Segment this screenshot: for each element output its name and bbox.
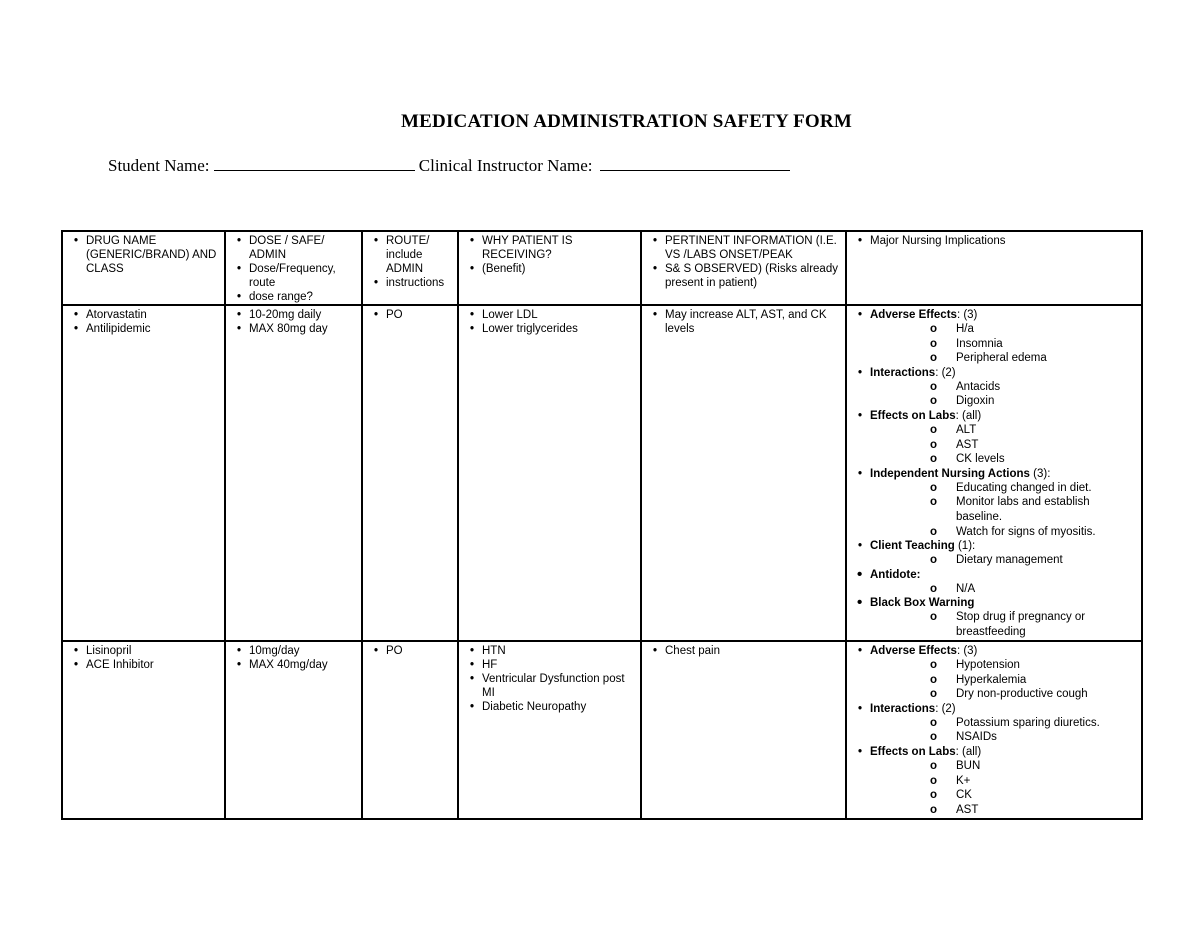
cell-nursing-implications (846, 305, 1142, 641)
list-item: o ALT (930, 423, 1137, 438)
effects-on-labs-label: Effects on Labs (870, 409, 956, 422)
list-item: o BUN (930, 759, 1137, 774)
list-item: o Digoxin (930, 394, 1137, 409)
cell-dose (225, 641, 362, 819)
list-item: o H/a (930, 322, 1137, 337)
name-fields (108, 156, 790, 176)
list-item: o NSAIDs (930, 730, 1137, 745)
list-item: o AST (930, 803, 1137, 818)
list-item: o Monitor labs and establish baseline. (930, 495, 1137, 524)
adverse-effects-count: : (3) (956, 645, 978, 657)
header-why-receiving (458, 231, 641, 305)
list-item: • Dose/Frequency, route (236, 262, 357, 290)
list-item: o Insomnia (930, 337, 1137, 352)
list-item: o N/A (930, 582, 1137, 597)
list-item: • Atorvastatin (73, 308, 220, 322)
cell-route (362, 305, 458, 641)
list-item: • Chest pain (652, 644, 841, 658)
list-item: • MAX 80mg day (236, 322, 357, 336)
header-pertinent-info (641, 231, 846, 305)
form-title: MEDICATION ADMINISTRATION SAFETY FORM (401, 111, 852, 132)
cell-drug-name (62, 641, 225, 819)
list-item: • ACE Inhibitor (73, 658, 220, 672)
cell-pertinent-info (641, 641, 846, 819)
list-item: • PO (373, 644, 453, 658)
list-item: o Hypotension (930, 658, 1137, 673)
list-item: o K+ (930, 774, 1137, 789)
table-row-lisinopril (62, 641, 1142, 819)
header-drug-name (62, 231, 225, 305)
list-item: • ROUTE/ include ADMIN (373, 234, 453, 276)
cell-drug-name (62, 305, 225, 641)
list-item: • Major Nursing Implications (857, 234, 1137, 248)
list-item: o Dry non-productive cough (930, 687, 1137, 702)
list-item: • dose range? (236, 290, 357, 304)
black-box-warning-item (857, 596, 1137, 639)
list-item: o Antacids (930, 380, 1137, 395)
list-item: o CK (930, 788, 1137, 803)
student-name-label: Student Name: (108, 156, 210, 175)
list-item: • (Benefit) (469, 262, 636, 276)
black-box-warning-label: Black Box Warning (870, 597, 975, 610)
list-item: o Watch for signs of myositis. (930, 525, 1137, 540)
list-item: • PO (373, 308, 453, 322)
interactions-label: Interactions (870, 702, 936, 715)
list-item: • 10mg/day (236, 644, 357, 658)
list-item: o CK levels (930, 452, 1137, 467)
header-route (362, 231, 458, 305)
header-dose (225, 231, 362, 305)
antidote-item (857, 568, 1137, 597)
interactions-item (857, 702, 1137, 745)
list-item: o Peripheral edema (930, 351, 1137, 366)
cell-route (362, 641, 458, 819)
cell-why-receiving (458, 641, 641, 819)
list-item: o Hyperkalemia (930, 673, 1137, 688)
nursing-actions-count: (3): (1029, 467, 1051, 480)
list-item: • Lower LDL (469, 308, 636, 322)
nursing-actions-item (857, 467, 1137, 539)
table-row-atorvastatin (62, 305, 1142, 641)
list-item: • HF (469, 658, 636, 672)
list-item: • Lower triglycerides (469, 322, 636, 336)
list-item: • PERTINENT INFORMATION (I.E. VS /LABS ONSET/PEAK (652, 234, 841, 262)
effects-on-labs-item (857, 745, 1137, 817)
adverse-effects-count: : (3) (956, 309, 978, 321)
cell-nursing-implications (846, 641, 1142, 819)
adverse-effects-label: Adverse Effects (870, 309, 957, 321)
antidote-label: Antidote: (870, 568, 921, 581)
list-item: • Ventricular Dysfunction post MI (469, 672, 636, 700)
list-item: • 10-20mg daily (236, 308, 357, 322)
list-item: • DOSE / SAFE/ ADMIN (236, 234, 357, 262)
list-item: • Lisinopril (73, 644, 220, 658)
adverse-effects-label: Adverse Effects (870, 645, 957, 657)
cell-pertinent-info (641, 305, 846, 641)
list-item: • instructions (373, 276, 453, 290)
client-teaching-label: Client Teaching (870, 540, 955, 553)
adverse-effects-item (857, 308, 1137, 366)
cell-dose (225, 305, 362, 641)
table-header-row (62, 231, 1142, 305)
list-item: o AST (930, 438, 1137, 453)
list-item: • HTN (469, 644, 636, 658)
student-name-blank[interactable] (214, 156, 415, 171)
effects-on-labs-item (857, 409, 1137, 467)
list-item: • May increase ALT, AST, and CK levels (652, 308, 841, 336)
header-nursing-implications (846, 231, 1142, 305)
list-item: • MAX 40mg/day (236, 658, 357, 672)
effects-on-labs-label: Effects on Labs (870, 745, 956, 758)
effects-on-labs-count: : (all) (955, 745, 982, 758)
client-teaching-count: (1): (954, 540, 976, 553)
interactions-count: : (2) (935, 366, 956, 379)
nursing-actions-label: Independent Nursing Actions (870, 467, 1030, 480)
client-teaching-item (857, 539, 1137, 568)
adverse-effects-item (857, 644, 1137, 702)
list-item: • Diabetic Neuropathy (469, 700, 636, 714)
list-item: • S& S OBSERVED) (Risks already present in patient) (652, 262, 841, 290)
cell-why-receiving (458, 305, 641, 641)
interactions-item (857, 366, 1137, 409)
instructor-name-blank[interactable] (600, 156, 790, 171)
interactions-label: Interactions (870, 366, 936, 379)
list-item: • WHY PATIENT IS RECEIVING? (469, 234, 636, 262)
list-item: o Potassium sparing diuretics. (930, 716, 1137, 731)
list-item: • Antilipidemic (73, 322, 220, 336)
medication-table (61, 230, 1143, 820)
effects-on-labs-count: : (all) (955, 409, 982, 422)
list-item: • DRUG NAME (GENERIC/BRAND) AND CLASS (73, 234, 220, 276)
list-item: o Dietary management (930, 553, 1137, 568)
list-item: o Educating changed in diet. (930, 481, 1137, 496)
list-item: o Stop drug if pregnancy or breastfeeding (930, 610, 1137, 639)
instructor-name-label: Clinical Instructor Name: (418, 156, 593, 175)
interactions-count: : (2) (935, 702, 956, 715)
